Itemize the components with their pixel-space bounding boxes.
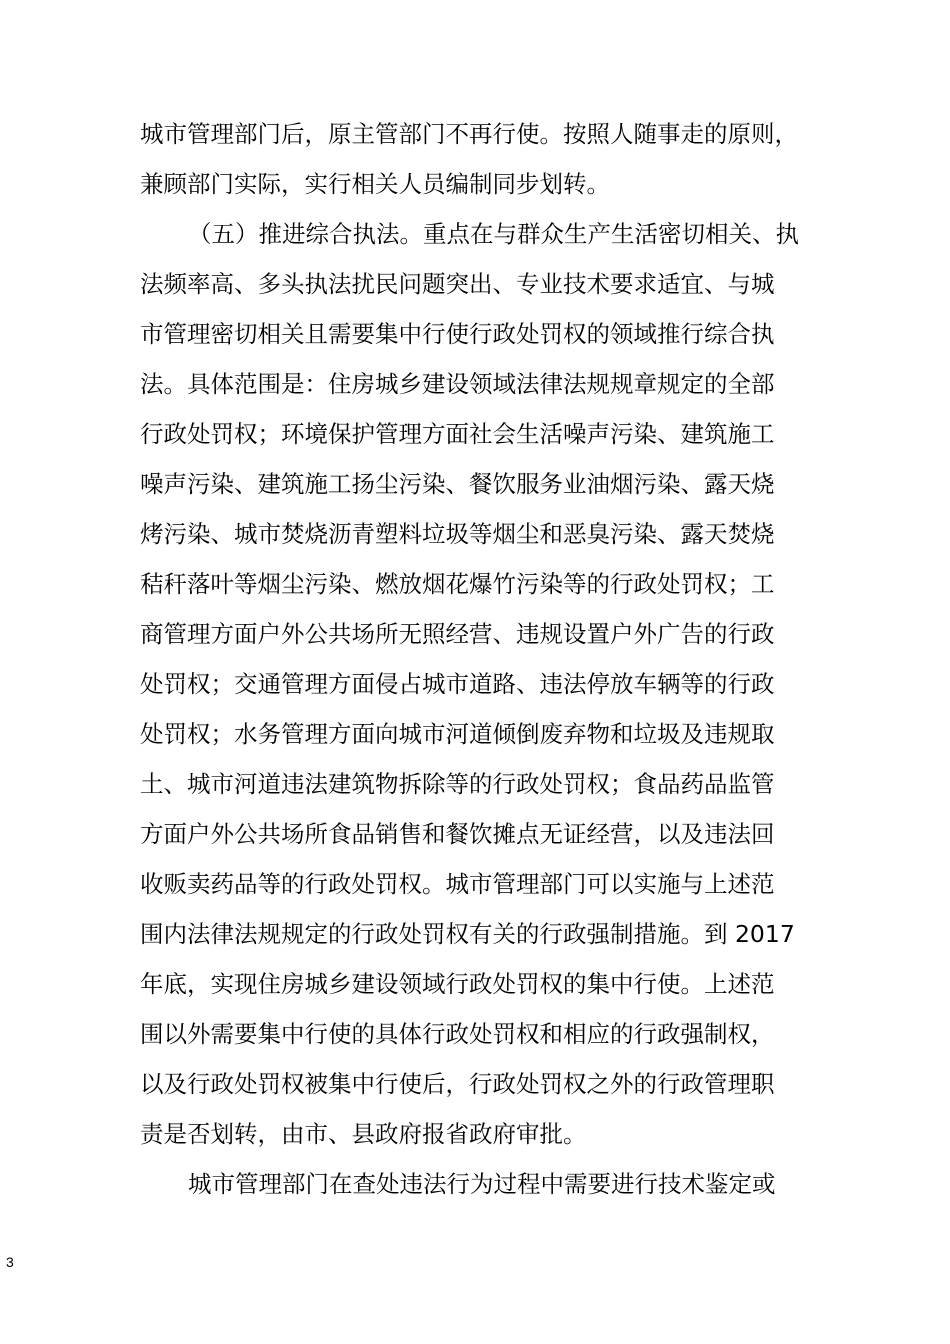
text-line-11: 商管理方面户外公共场所无照经营、违规设置户外广告的行政 bbox=[140, 620, 775, 648]
text-line-3: （五）推进综合执法。重点在与群众生产生活密切相关、执 bbox=[188, 220, 799, 248]
text-line-4: 法频率高、多头执法扰民问题突出、专业技术要求适宜、与城 bbox=[140, 270, 775, 298]
text-line-20: 以及行政处罚权被集中行使后，行政处罚权之外的行政管理职 bbox=[140, 1070, 775, 1098]
text-line-12: 处罚权；交通管理方面侵占城市道路、违法停放车辆等的行政 bbox=[140, 670, 775, 698]
text-line-22: 城市管理部门在查处违法行为过程中需要进行技术鉴定或 bbox=[188, 1170, 776, 1198]
text-line-5: 市管理密切相关且需要集中行使行政处罚权的领域推行综合执 bbox=[140, 320, 775, 348]
text-line-13: 处罚权；水务管理方面向城市河道倾倒废弃物和垃圾及违规取 bbox=[140, 720, 775, 748]
text-line-18: 年底，实现住房城乡建设领域行政处罚权的集中行使。上述范 bbox=[140, 970, 775, 998]
text-line-6: 法。具体范围是：住房城乡建设领域法律法规规章规定的全部 bbox=[140, 370, 775, 398]
text-line-10: 秸秆落叶等烟尘污染、燃放烟花爆竹污染等的行政处罚权；工 bbox=[140, 570, 775, 598]
text-line-8: 噪声污染、建筑施工扬尘污染、餐饮服务业油烟污染、露天烧 bbox=[140, 470, 775, 498]
text-line-14: 土、城市河道违法建筑物拆除等的行政处罚权；食品药品监管 bbox=[140, 770, 775, 798]
text-line-19: 围以外需要集中行使的具体行政处罚权和相应的行政强制权， bbox=[140, 1020, 775, 1048]
text-line-9: 烤污染、城市焚烧沥青塑料垃圾等烟尘和恶臭污染、露天焚烧 bbox=[140, 520, 775, 548]
text-line-7: 行政处罚权；环境保护管理方面社会生活噪声污染、建筑施工 bbox=[140, 420, 775, 448]
text-line-21: 责是否划转，由市、县政府报省政府审批。 bbox=[140, 1120, 587, 1148]
text-line-16: 收贩卖药品等的行政处罚权。城市管理部门可以实施与上述范 bbox=[140, 870, 775, 898]
text-line-2: 兼顾部门实际，实行相关人员编制同步划转。 bbox=[140, 170, 610, 198]
text-line-17: 围内法律法规规定的行政处罚权有关的行政强制措施。到 2017 bbox=[140, 920, 795, 948]
text-line-1: 城市管理部门后，原主管部门不再行使。按照人随事走的原则， bbox=[140, 120, 798, 148]
text-line-15: 方面户外公共场所食品销售和餐饮摊点无证经营，以及违法回 bbox=[140, 820, 775, 848]
page-number: 3 bbox=[6, 1254, 14, 1270]
